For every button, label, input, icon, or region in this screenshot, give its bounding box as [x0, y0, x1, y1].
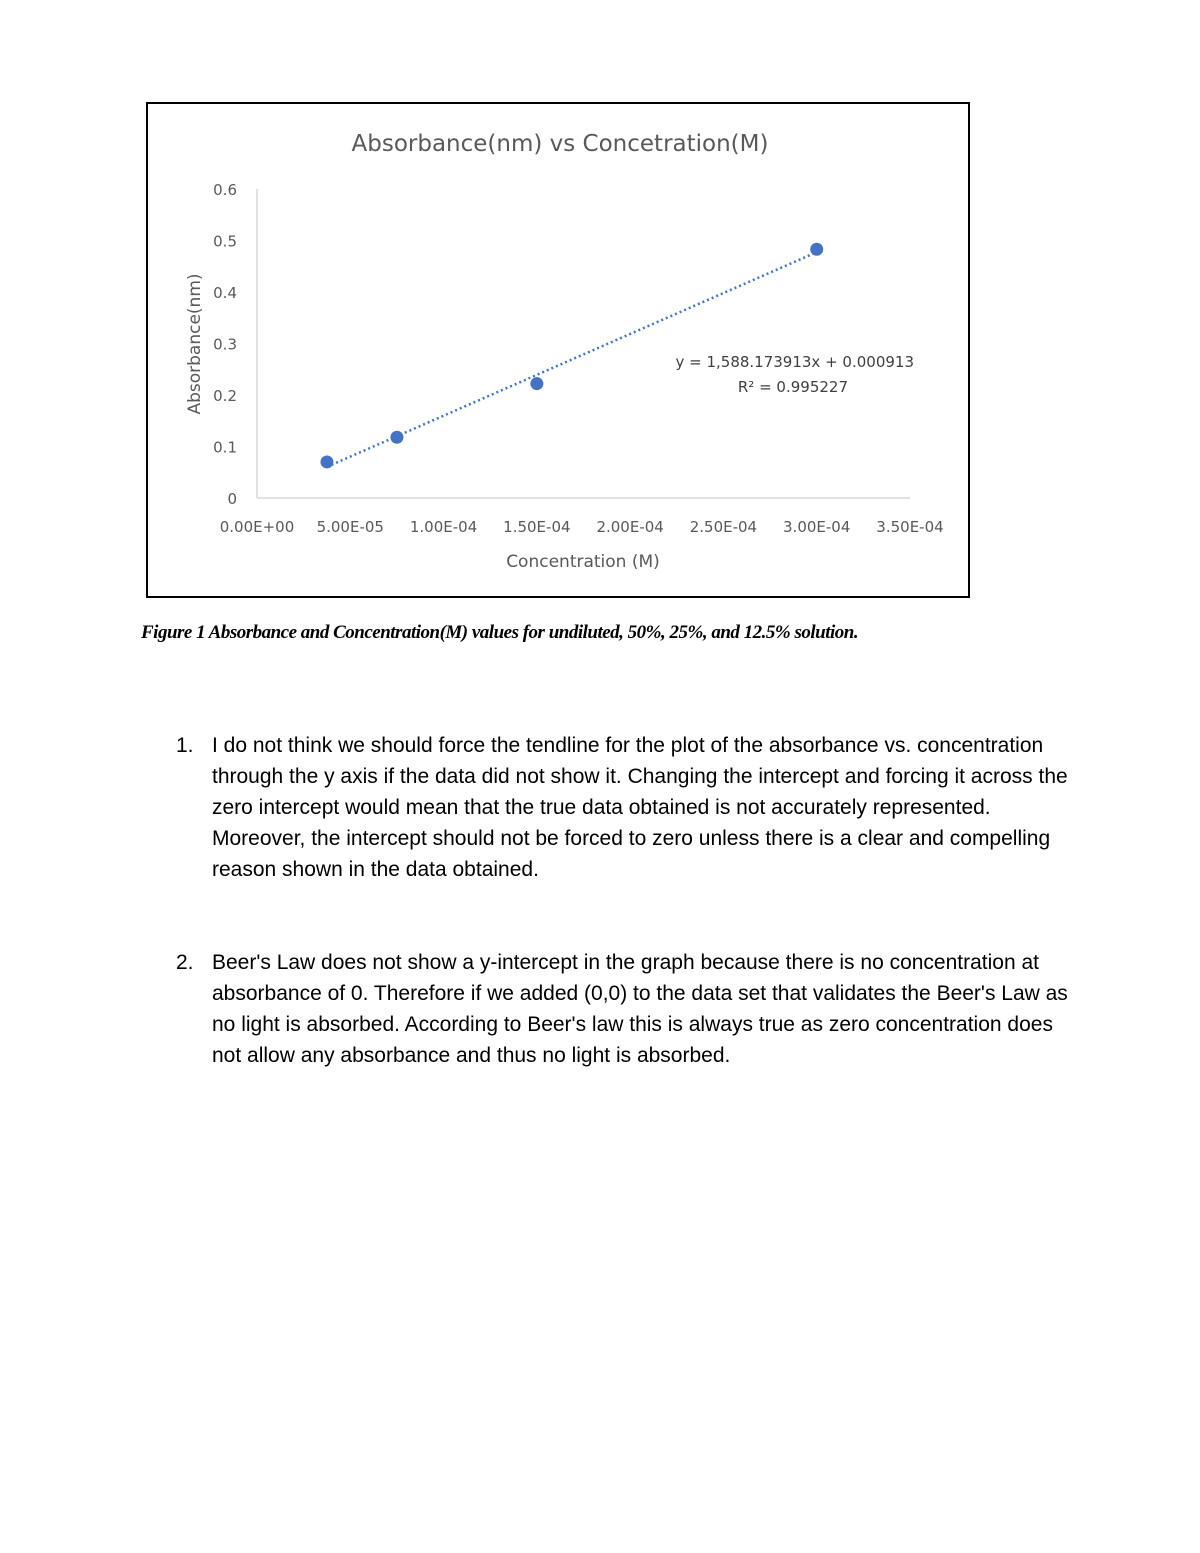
- data-point: [810, 243, 823, 256]
- x-tick-label: 3.50E-04: [876, 518, 944, 536]
- y-tick-labels: [213, 181, 237, 508]
- answer-text: Beer's Law does not show a y-intercept in the graph because there is no concentration at absorbance of 0. Therefore if we added (0,0) to the data set that validates the Beer's Law as no light is absorbed. According to Beer's law this is always true as zero concentration does not allow any absorbance and thus no light is absorbed.: [212, 951, 1068, 1067]
- x-tick-labels: [220, 518, 944, 536]
- x-tick-label: 2.00E-04: [596, 518, 664, 536]
- x-tick-label: 1.50E-04: [503, 518, 571, 536]
- y-axis-title: Absorbance(nm): [185, 273, 205, 415]
- y-tick-label: 0.3: [213, 335, 237, 354]
- trendline-equation: y = 1,588.173913x + 0.000913: [675, 353, 914, 371]
- y-tick-label: 0: [227, 490, 237, 508]
- answer-item: [0, 730, 1072, 885]
- chart-frame: [146, 102, 970, 598]
- x-tick-label: 3.00E-04: [783, 518, 851, 536]
- answer-number: 1.: [176, 734, 194, 757]
- figure-caption: Figure 1 Absorbance and Concentration(M) values for undiluted, 50%, 25%, and 12.5% solution.: [141, 622, 859, 643]
- x-tick-label: 1.00E-04: [409, 518, 478, 536]
- data-point: [390, 431, 403, 444]
- answer-list: [0, 730, 1200, 1071]
- x-tick-label: 0.00E+00: [219, 518, 295, 536]
- answer-number: 2.: [176, 951, 194, 974]
- y-tick-label: 0.1: [213, 438, 237, 457]
- answer-text: I do not think we should force the tendline for the plot of the absorbance vs. concentration through the y axis if the data did not show it. Changing the intercept and forcing it across the zero intercept would mean that the true data obtained is not accurately represented. Moreover, the intercept should not be forced to zero unless there is a clear and compelling reason shown in the data obtained.: [212, 734, 1068, 881]
- y-tick-label: 0.4: [213, 284, 237, 302]
- data-point: [320, 455, 333, 468]
- chart-title: Absorbance(nm) vs Concetration(M): [351, 131, 769, 157]
- x-tick-label: 2.50E-04: [689, 518, 758, 536]
- trendline-r-squared: R² = 0.995227: [737, 378, 848, 396]
- x-axis-title: Concentration (M): [506, 552, 660, 572]
- y-tick-label: 0.2: [213, 387, 237, 405]
- x-tick-label: 5.00E-05: [316, 518, 384, 536]
- answer-item: [0, 947, 1072, 1071]
- y-tick-label: 0.5: [213, 232, 237, 251]
- y-tick-label: 0.6: [213, 181, 237, 199]
- data-point: [530, 377, 543, 390]
- scatter-chart: [148, 104, 972, 600]
